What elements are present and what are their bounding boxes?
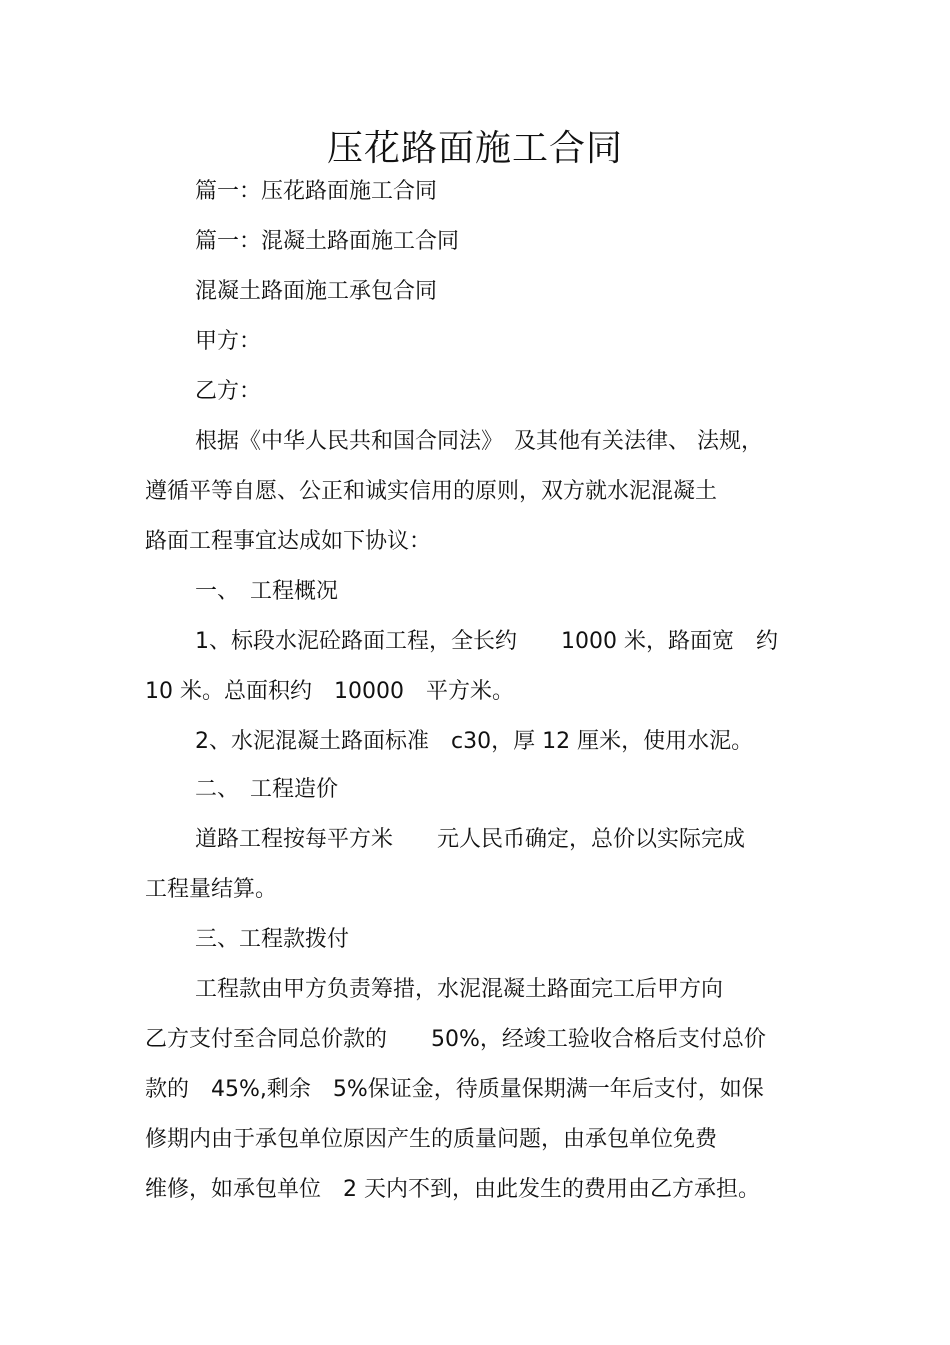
paragraph-line: 1、标段水泥砼路面工程，全长约 1000 米，路面宽 约	[195, 629, 778, 654]
paragraph-line: 路面工程事宜达成如下协议：	[145, 529, 432, 554]
document-title: 压花路面施工合同	[326, 128, 623, 169]
party-a-label: 甲方：	[195, 329, 262, 354]
paragraph-line: 维修，如承包单位 2 天内不到，由此发生的费用由乙方承担。	[145, 1177, 760, 1202]
paragraph-line: 2、水泥混凝土路面标准 c30，厚 12 厘米，使用水泥。	[195, 729, 754, 754]
section-heading-3: 三、工程款拨付	[195, 927, 350, 952]
contract-name: 混凝土路面施工承包合同	[195, 279, 438, 304]
heading-line-2: 篇一：混凝土路面施工合同	[195, 229, 460, 254]
section-heading-1: 一、 工程概况	[195, 579, 339, 604]
party-b-label: 乙方：	[195, 379, 262, 404]
paragraph-line: 10 米。总面积约 10000 平方米。	[145, 679, 514, 704]
paragraph-line: 乙方支付至合同总价款的 50%，经竣工验收合格后支付总价	[145, 1027, 766, 1052]
paragraph-line: 遵循平等自愿、公正和诚实信用的原则，双方就水泥混凝土	[145, 479, 718, 504]
paragraph-line: 工程款由甲方负责筹措，水泥混凝土路面完工后甲方向	[195, 977, 724, 1002]
heading-line-1: 篇一：压花路面施工合同	[195, 179, 438, 204]
section-heading-2: 二、 工程造价	[195, 777, 339, 802]
paragraph-line: 工程量结算。	[145, 877, 278, 902]
paragraph-line: 修期内由于承包单位原因产生的质量问题，由承包单位免费	[145, 1127, 718, 1152]
paragraph-line: 根据《中华人民共和国合同法》 及其他有关法律、 法规，	[195, 429, 763, 454]
paragraph-line: 款的 45%,剩余 5%保证金，待质量保期满一年后支付，如保	[145, 1077, 764, 1102]
paragraph-line: 道路工程按每平方米 元人民币确定，总价以实际完成	[195, 827, 746, 852]
